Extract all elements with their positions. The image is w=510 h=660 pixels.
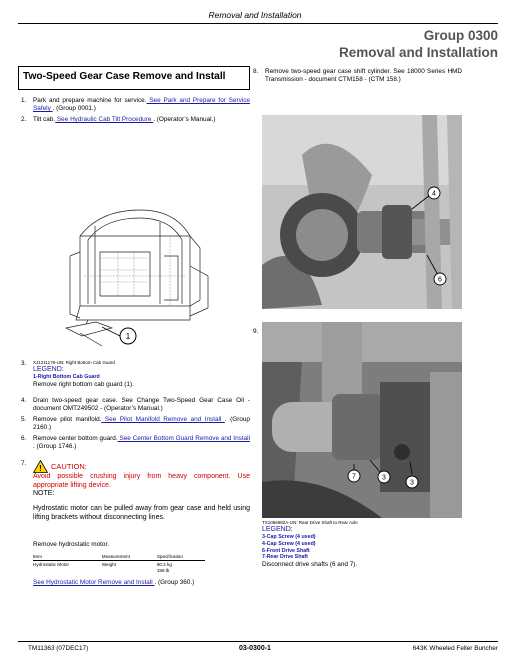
step-text: Tilt cab. xyxy=(33,116,56,123)
table-cell: Weight xyxy=(101,562,117,568)
spec-table xyxy=(33,553,205,575)
spec-kg: 90.2 kg xyxy=(156,562,172,568)
caution-label: CAUTION: xyxy=(51,461,87,471)
step-5 xyxy=(18,416,250,432)
step-suffix: . (Group 360.) xyxy=(154,578,195,586)
step-2 xyxy=(18,116,250,124)
callout-4: 4 xyxy=(432,190,436,198)
caution-text: Avoid possible crushing injury from heavy component. Use appropriate lifting device. xyxy=(33,472,250,489)
step-text: Remove center bottom guard. xyxy=(33,434,118,442)
step-number: 5. xyxy=(21,415,27,423)
left-column xyxy=(18,66,250,124)
step-number: 1. xyxy=(21,97,27,104)
step-7 xyxy=(18,460,250,587)
hydro-motor-ref xyxy=(33,579,250,587)
step-number: 7. xyxy=(21,459,27,467)
caution-row xyxy=(33,460,250,473)
step-number: 9. xyxy=(253,328,259,335)
step-suffix: . (Operator’s Manual.) xyxy=(153,116,216,123)
step-3 xyxy=(18,360,250,389)
step-suffix: . (Group 0001.) xyxy=(52,105,96,112)
step-number: 8. xyxy=(253,68,259,75)
callout-3a: 3 xyxy=(382,474,386,482)
footer-doc-id: TM11363 (07DEC17) xyxy=(28,645,89,652)
svg-text:!: ! xyxy=(39,463,42,473)
group-number: Group 0300 xyxy=(423,28,498,43)
callout-6: 6 xyxy=(438,276,442,284)
step-text: Park and prepare machine for service. xyxy=(33,97,147,104)
step-suffix: . (Group 1746.) xyxy=(33,442,77,450)
table-header: Measurement xyxy=(102,553,157,561)
step-text: Disconnect drive shafts (6 and 7). xyxy=(262,560,358,568)
callout-1: 1 xyxy=(125,332,131,341)
park-prepare-link[interactable]: See Park and Prepare for Service Safely xyxy=(33,97,250,112)
legend-title: LEGEND: xyxy=(262,525,293,533)
figure-cab-guard xyxy=(40,196,220,356)
hydrostatic-motor-link[interactable]: See Hydrostatic Motor Remove and Install xyxy=(33,578,155,586)
figure-caption: TX1066682A-UN: Rear Drive Shaft to Rear Axle xyxy=(262,520,358,525)
cab-tilt-link[interactable]: See Hydraulic Cab Tilt Procedure xyxy=(55,116,154,123)
step-text: Drain two-speed gear case. See Change Two-Speed Gear Case Oil - document OMT249502 - (Operator’s Manual.) xyxy=(33,396,250,412)
figure-rear-drive-shaft xyxy=(262,322,462,518)
table-header: Item xyxy=(33,553,102,561)
step-number: 3. xyxy=(21,360,27,367)
legend-item: 1-Right Bottom Cab Guard xyxy=(33,374,100,381)
step-number: 2. xyxy=(21,116,27,123)
section-title-box xyxy=(18,66,250,90)
pilot-manifold-link[interactable]: See Pilot Manifold Remove and Install xyxy=(101,415,225,423)
legend-item: 3-Cap Screw (4 used) xyxy=(262,534,316,541)
legend-item: 6-Front Drive Shaft xyxy=(262,547,310,554)
callout-3b: 3 xyxy=(410,479,414,487)
step-8 xyxy=(250,68,462,84)
step-9-legend xyxy=(262,520,462,569)
step-text: Remove two-speed gear case shift cylinder. See 18000 Series HMD Transmission - document CTM158 - (CTM 158.) xyxy=(265,68,462,83)
running-head: Removal and Installation xyxy=(208,10,302,20)
step-number: 6. xyxy=(21,434,27,442)
figure-front-drive-shaft xyxy=(262,115,462,309)
header-rule xyxy=(18,23,498,24)
group-title: Removal and Installation xyxy=(338,45,498,60)
note-text: Hydrostatic motor can be pulled away from gear case and held using lifting brackets without disconnecting lines. xyxy=(33,505,250,521)
figure-caption: XJ1211178-UN: Right Bottom Cab Guard xyxy=(33,360,115,365)
legend-title: LEGEND: xyxy=(33,365,64,373)
step-suffix: . (Group 2160.) xyxy=(33,415,250,431)
table-row xyxy=(33,561,205,575)
step-text: Remove right bottom cab guard (1). xyxy=(33,380,134,388)
table-cell xyxy=(157,561,205,575)
footer-page-number: 03-0300-1 xyxy=(239,645,271,652)
center-bottom-guard-link[interactable]: See Center Bottom Guard Remove and Install xyxy=(117,434,250,442)
legend-item: 4-Cap Screw (4 used) xyxy=(262,540,316,547)
section-title: Two-Speed Gear Case Remove and Install xyxy=(23,71,226,82)
table-cell: Hydrostatic Motor xyxy=(33,562,69,568)
step-text: Remove pilot manifold. xyxy=(33,415,102,423)
step-1 xyxy=(18,97,250,113)
footer-machine-name: 643K Wheeled Feller Buncher xyxy=(412,645,498,652)
table-header: Specification xyxy=(157,553,205,561)
footer-rule xyxy=(18,641,498,642)
left-column-lower xyxy=(18,360,250,587)
step-6 xyxy=(18,435,250,451)
callout-7: 7 xyxy=(352,473,356,481)
legend-item: 7-Rear Drive Shaft xyxy=(262,554,308,561)
spec-lb: 199 lb xyxy=(156,568,170,574)
step-text: Remove hydrostatic motor. xyxy=(33,540,110,548)
step-number: 4. xyxy=(21,396,27,404)
step-4 xyxy=(18,397,250,413)
warning-triangle-icon xyxy=(33,460,48,473)
note-label: NOTE: xyxy=(33,490,55,498)
table-header-row xyxy=(33,553,205,561)
